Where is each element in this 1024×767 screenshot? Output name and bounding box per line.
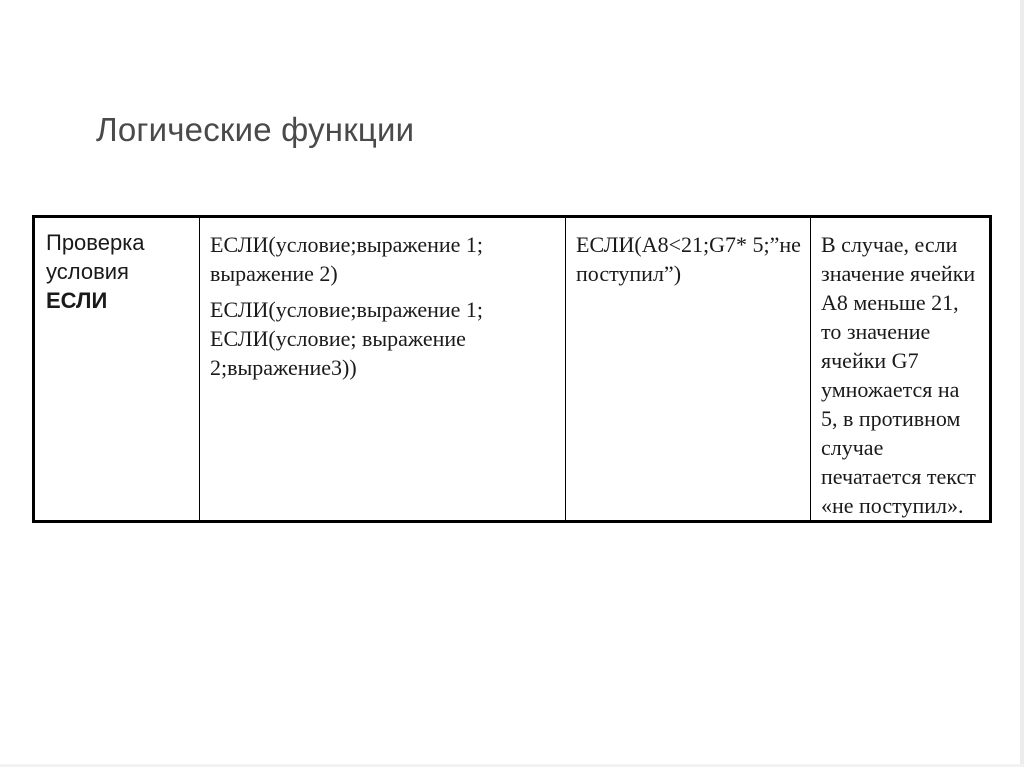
syntax-simple: ЕСЛИ(условие;выражение 1; выражение 2)	[210, 232, 484, 286]
syntax-nested: ЕСЛИ(условие;выражение 1; ЕСЛИ(условие; выражение 2;выражение3))	[210, 297, 484, 380]
logic-functions-table	[32, 215, 992, 523]
cell-syntax	[200, 217, 566, 522]
function-name-line-2: условия	[46, 259, 129, 284]
function-name-keyword: ЕСЛИ	[46, 288, 108, 313]
slide-right-edge	[1020, 0, 1024, 767]
slide-title: Логические функции	[96, 111, 415, 148]
cell-function-name	[34, 217, 200, 522]
cell-explanation	[811, 217, 991, 522]
table-row	[34, 217, 991, 522]
explanation-text: В случае, если значение ячейки А8 меньше 21, то значение ячейки G7 умножается на 5, в противном случае печатается текст «не поступил».	[821, 232, 976, 518]
example-formula: ЕСЛИ(А8<21;G7* 5;”не поступил”)	[576, 232, 801, 286]
function-name-line-1: Проверка	[46, 230, 145, 255]
cell-example	[566, 217, 811, 522]
